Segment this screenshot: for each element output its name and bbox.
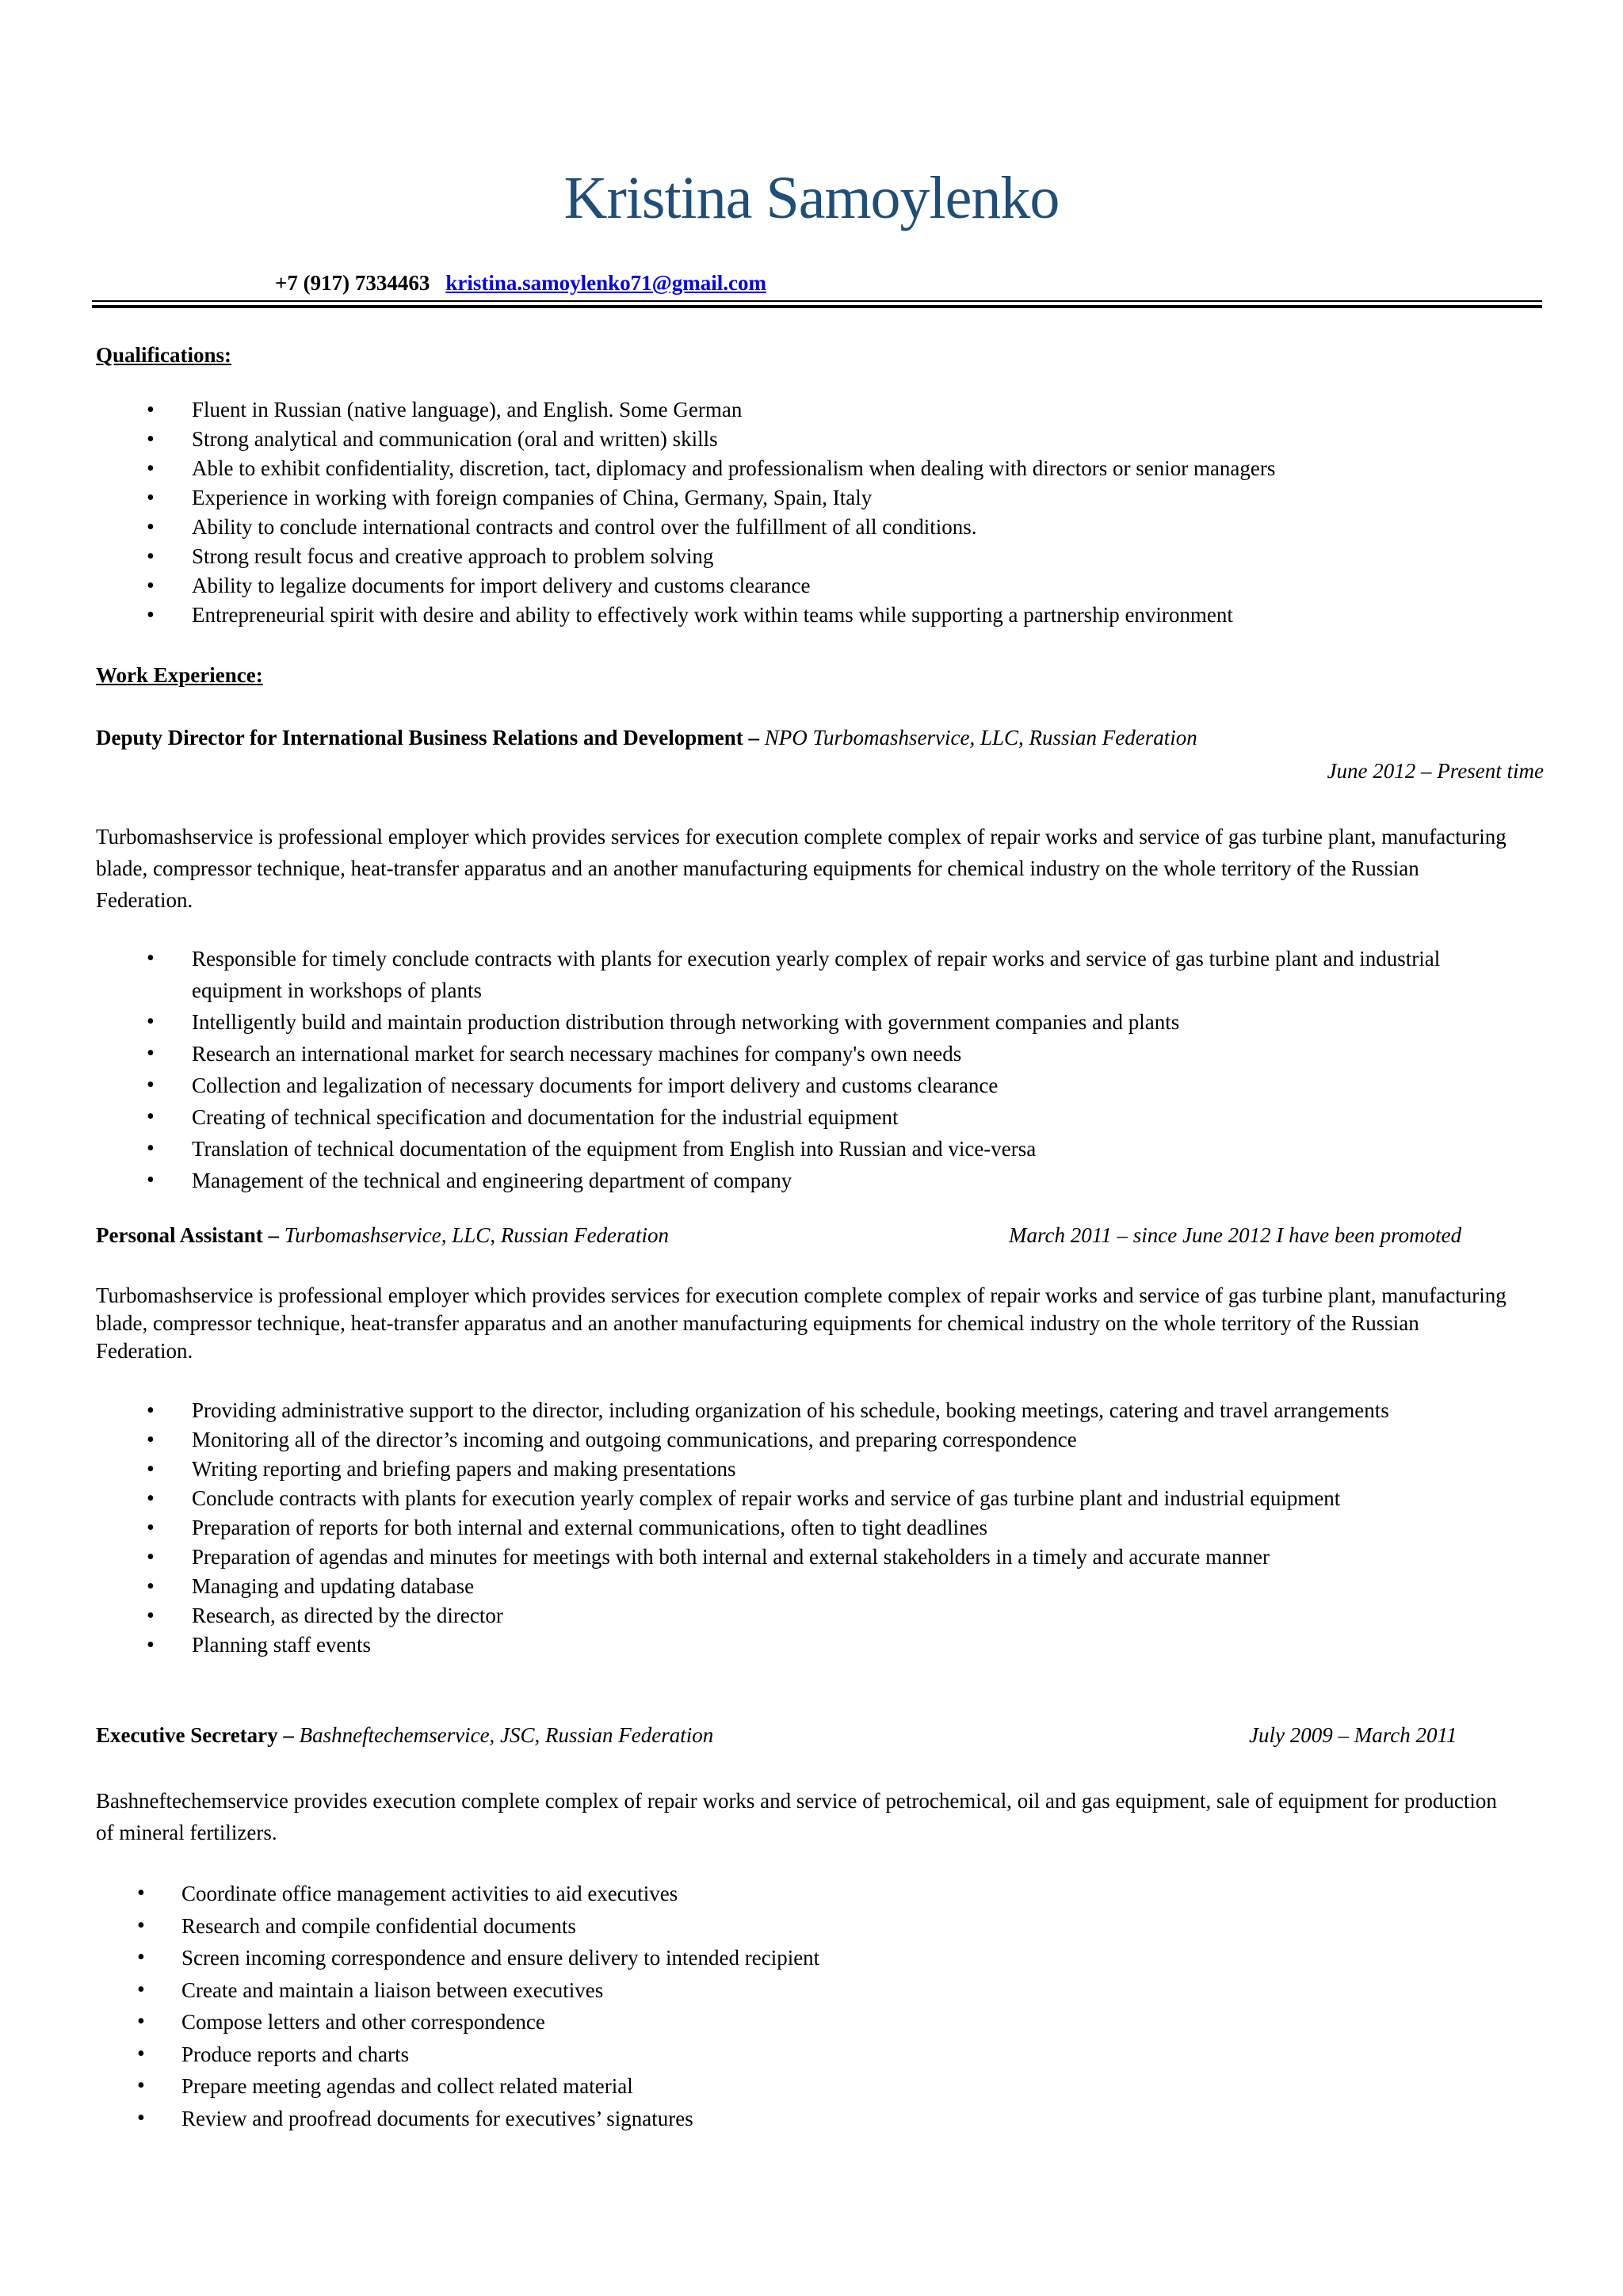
- list-item: • Creating of technical specification and documentation for the industrial equipment: [96, 1101, 1522, 1133]
- job-responsibilities: [96, 1878, 1522, 2134]
- job-title: Personal Assistant –: [96, 1223, 280, 1247]
- job-responsibilities: [96, 1396, 1522, 1660]
- list-item: • Writing reporting and briefing papers and making presentations: [96, 1455, 1522, 1484]
- list-item: • Providing administrative support to the director, including organization of his schedule, booking meetings, catering and travel arrangements: [96, 1396, 1522, 1425]
- list-item: • Entrepreneurial spirit with desire and ability to effectively work within teams while supporting a partnership environment: [96, 601, 1522, 630]
- list-item: • Strong result focus and creative approach to problem solving: [96, 542, 1522, 571]
- list-item: • Able to exhibit confidentiality, discretion, tact, diplomacy and professionalism when dealing with directors or senior managers: [96, 454, 1522, 483]
- header-rule-thin: [92, 300, 1542, 302]
- list-item: • Preparation of reports for both internal and external communications, often to tight deadlines: [96, 1513, 1522, 1543]
- job-company: NPO Turbomashservice, LLC, Russian Federation: [764, 726, 1197, 749]
- job-description: Bashneftechemservice provides execution complete complex of repair works and service of petrochemical, oil and gas equipment, sale of equipment for production of mineral fertilizers.: [96, 1789, 1497, 1844]
- job-title: Executive Secretary –: [96, 1723, 294, 1747]
- work-experience-heading: Work Experience:: [96, 663, 263, 687]
- list-item: • Strong analytical and communication (oral and written) skills: [96, 425, 1522, 454]
- list-item: • Coordinate office management activities to aid executives: [96, 1878, 1522, 1910]
- list-item: • Research and compile confidential documents: [96, 1910, 1522, 1943]
- job-company: Bashneftechemservice, JSC, Russian Federation: [299, 1723, 714, 1747]
- list-item: • Ability to conclude international contracts and control over the fulfillment of all conditions.: [96, 513, 1522, 542]
- list-item: • Ability to legalize documents for import delivery and customs clearance: [96, 571, 1522, 601]
- job-responsibilities: [96, 943, 1522, 1196]
- list-item: • Collection and legalization of necessary documents for import delivery and customs clearance: [96, 1070, 1522, 1101]
- list-item: • Research an international market for search necessary machines for company's own needs: [96, 1038, 1522, 1070]
- phone-number: +7 (917) 7334463: [275, 271, 430, 295]
- list-item: • Monitoring all of the director’s incoming and outgoing communications, and preparing correspondence: [96, 1425, 1522, 1455]
- list-item: • Review and proofread documents for executives’ signatures: [96, 2103, 1522, 2135]
- list-item: • Preparation of agendas and minutes for meetings with both internal and external stakeholders in a timely and accurate manner: [96, 1543, 1522, 1572]
- qualifications-heading: Qualifications:: [96, 343, 232, 367]
- job-company: Turbomashservice, LLC, Russian Federation: [284, 1223, 670, 1247]
- list-item: • Conclude contracts with plants for execution yearly complex of repair works and service of gas turbine plant and industrial equipment: [96, 1484, 1522, 1513]
- job-dates: March 2011 – since June 2012 I have been promoted: [1009, 1223, 1462, 1247]
- job-description: Turbomashservice is professional employer which provides services for execution complete complex of repair works and service of gas turbine plant, manufacturing blade, compressor technique, heat-transfer apparatus and an another manufacturing equipments for chemical industry on the whole territory of the Russian Federation.: [96, 825, 1507, 912]
- list-item: • Managing and updating database: [96, 1572, 1522, 1601]
- list-item: • Create and maintain a liaison between executives: [96, 1974, 1522, 2007]
- contact-line: [275, 269, 766, 296]
- list-item: • Translation of technical documentation of the equipment from English into Russian and vice-versa: [96, 1133, 1522, 1165]
- email-link[interactable]: kristina.samoylenko71@gmail.com: [445, 271, 766, 295]
- job-description: Turbomashservice is professional employer which provides services for execution complete complex of repair works and service of gas turbine plant, manufacturing blade, compressor technique, heat-transfer apparatus and an another manufacturing equipments for chemical industry on the whole territory of the Russian Federation.: [96, 1283, 1507, 1363]
- list-item: • Management of the technical and engineering department of company: [96, 1165, 1522, 1196]
- job-executive-secretary: [96, 1721, 1534, 1753]
- header-rule-thick: [92, 305, 1542, 308]
- list-item: • Screen incoming correspondence and ensure delivery to intended recipient: [96, 1942, 1522, 1974]
- job-personal-assistant: [96, 1221, 1534, 1253]
- candidate-name: Kristina Samoylenko: [563, 165, 1060, 231]
- qualifications-list: [96, 395, 1522, 630]
- job-title: Deputy Director for International Business Relations and Development –: [96, 726, 759, 749]
- list-item: • Research, as directed by the director: [96, 1601, 1522, 1630]
- list-item: • Intelligently build and maintain production distribution through networking with government companies and plants: [96, 1006, 1522, 1038]
- list-item: • Prepare meeting agendas and collect related material: [96, 2070, 1522, 2103]
- job-deputy-director: [96, 723, 1544, 787]
- job-dates: July 2009 – March 2011: [1249, 1723, 1457, 1747]
- list-item: • Responsible for timely conclude contracts with plants for execution yearly complex of repair works and service of gas turbine plant and industrial equipment in workshops of plants: [96, 943, 1522, 1006]
- list-item: • Compose letters and other correspondence: [96, 2006, 1522, 2039]
- job-dates: June 2012 – Present time: [1327, 759, 1544, 783]
- list-item: • Fluent in Russian (native language), and English. Some German: [96, 395, 1522, 425]
- list-item: • Produce reports and charts: [96, 2039, 1522, 2071]
- list-item: • Planning staff events: [96, 1630, 1522, 1660]
- list-item: • Experience in working with foreign companies of China, Germany, Spain, Italy: [96, 483, 1522, 513]
